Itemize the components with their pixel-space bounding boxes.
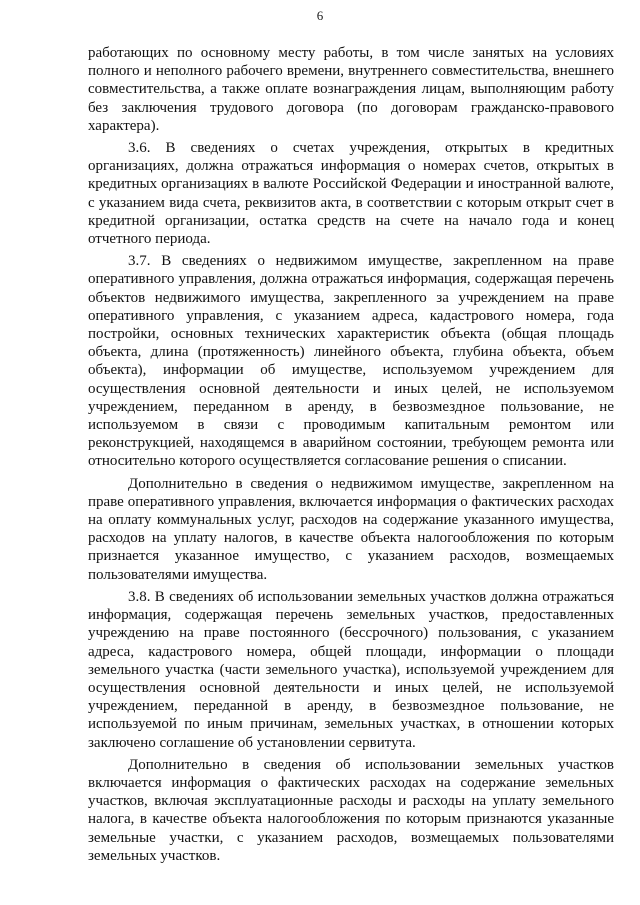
paragraph-3-8-additional: Дополнительно в сведения об использовании земельных участков включается информация о фактических расходах на содержание земельных участков, включая эксплуатационные расходы и расходы на уплату земельного налога, в качестве объекта налогообложения по которым признаются указанные земельные участки, с указанием расходов, возмещаемых пользователями земельных участков. (88, 756, 614, 864)
paragraph-3-6: 3.6. В сведениях о счетах учреждения, открытых в кредитных организациях, должна отражаться информация о номерах счетов, открытых в кредитных организациях в валюте Российской Федерации и иностранной валюте, с указанием вида счета, реквизитов акта, в соответствии с которым открыт счет в кредитной организации, остатка средств на счете на начало года и конец отчетного периода. (88, 140, 614, 248)
paragraph-continuation: работающих по основному месту работы, в том числе занятых на условиях полного и неполного рабочего времени, внутреннего совместительства, внешнего совместительства, а также оплате вознаграждения лицам, выполняющим работу без заключения трудового договора (по договорам гражданско-правового характера). (88, 45, 614, 134)
document-body (88, 44, 614, 869)
page-number: 6 (316, 8, 324, 23)
paragraph-3-7-additional: Дополнительно в сведения о недвижимом имуществе, закрепленном на праве оперативного управления, включается информация о фактических расходах на оплату коммунальных услуг, расходов на содержание указанного имущества, расходов на уплату налогов, в качестве объекта налогообложения по которым признается указанное имущество, с указанием расходов, возмещаемых пользователями имущества. (88, 475, 614, 583)
paragraph-3-7: 3.7. В сведениях о недвижимом имуществе, закрепленном на праве оперативного управления, должна отражаться информация, содержащая перечень объектов недвижимого имущества, закрепленного за учреждением на праве оперативного управления, с указанием адреса, кадастрового номера, года постройки, основных технических характеристик объекта (общая площадь объекта, длина (протяженность) линейного объекта, глубина объекта, объем объекта), информации об имуществе, используемом учреждением для осуществления основной деятельности и иных целей, не используемом учреждением, переданном в аренду, в безвозмездное пользование, не используемом в связи с проводимым капитальным ремонтом или реконструкцией, находящемся в аварийном состоянии, требующем ремонта или относительно которого осуществляется согласование решения о списании. (88, 253, 614, 470)
paragraph-3-8: 3.8. В сведениях об использовании земельных участков должна отражаться информация, содержащая перечень земельных участков, предоставленных учреждению на праве постоянного (бессрочного) пользования, с указанием адреса, кадастрового номера, общей площади, информации о площади земельного участка (части земельного участка), используемой учреждением для осуществления основной деятельности и иных целей, не используемой учреждением, переданной в аренду, в безвозмездное пользование, не используемой по иным причинам, земельных участках, в отношении которых заключено соглашение об установлении сервитута. (88, 588, 614, 751)
